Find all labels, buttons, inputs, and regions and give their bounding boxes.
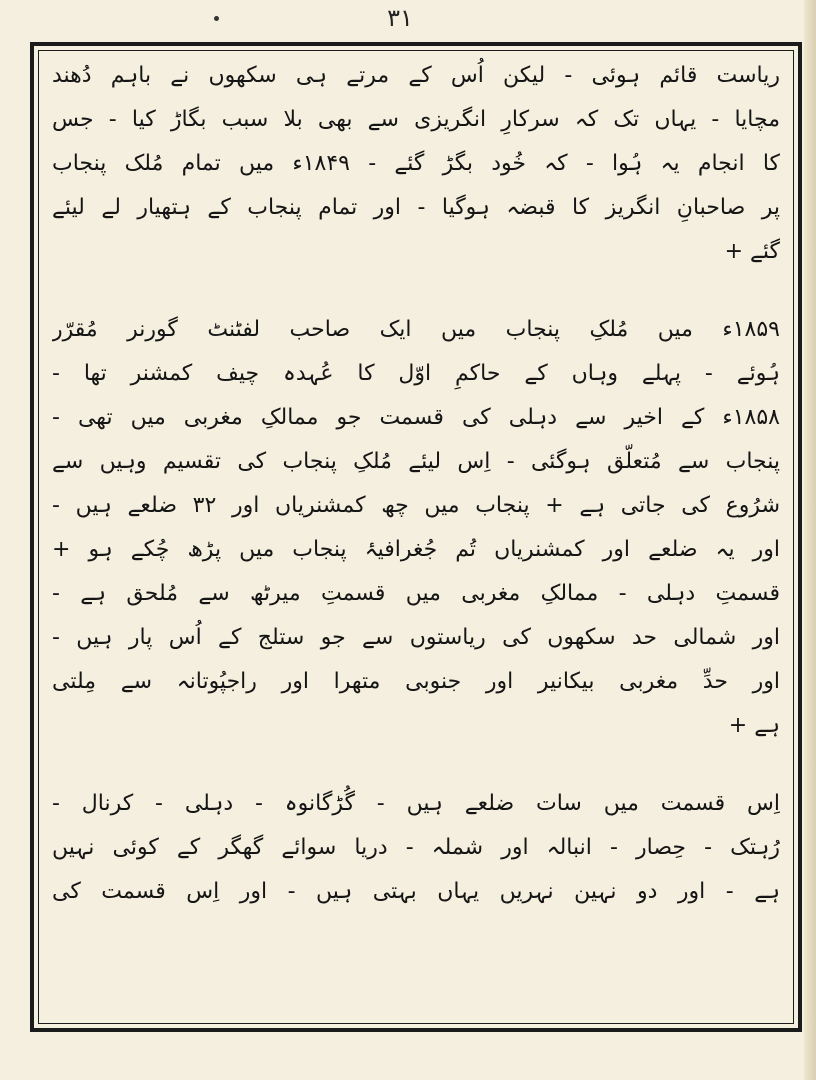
text-line: اِس قسمت میں سات ضلعے ہیں - گُڑگانوہ - دہلی - کرنال - bbox=[52, 791, 780, 816]
paragraph-1 bbox=[52, 54, 780, 274]
text-line: ہے + bbox=[728, 713, 780, 738]
text-line: ہے - اور دو نہین نہریں یہاں بہتی ہیں - اور اِس قسمت کی bbox=[52, 879, 780, 904]
paragraph-gap bbox=[52, 274, 780, 308]
text-line: کا انجام یہ ہُوا - کہ خُود بگڑ گئے - ۱۸۴۹ء میں تمام مُلک پنجاب bbox=[52, 151, 780, 176]
text-line: ہُوئے - پہلے وہاں کے حاکمِ اوّل کا عُہدہ چیف کمشنر تھا - bbox=[52, 361, 780, 386]
page-text bbox=[52, 54, 780, 914]
text-line: رُہتک - حِصار - انبالہ اور شملہ - دریا سوائے گھگر کے کوئی نہیں bbox=[52, 835, 780, 860]
text-line: پنجاب سے مُتعلّق ہوگئی - اِس لیئے مُلکِ پنجاب کی تقسیم وہیں سے bbox=[52, 449, 780, 474]
print-mark bbox=[214, 16, 219, 21]
text-line: پر صاحبانِ انگریز کا قبضہ ہوگیا - اور تمام پنجاب کے ہتھیار لے لیئے bbox=[52, 195, 780, 220]
page-number: ۳۱ bbox=[387, 4, 413, 32]
text-line: ریاست قائم ہوئی - لیکن اُس کے مرتے ہی سکھوں نے باہم دُھند bbox=[52, 63, 780, 88]
page-edge bbox=[804, 0, 816, 1080]
text-line: اور شمالی حد سکھوں کی ریاستوں سے جو ستلج کے اُس پار ہیں - bbox=[52, 625, 780, 650]
paragraph-3 bbox=[52, 782, 780, 914]
text-line: ۱۸۵۹ء میں مُلکِ پنجاب میں ایک صاحب لفٹنٹ گورنر مُقرّر bbox=[52, 317, 780, 342]
paragraph-gap bbox=[52, 748, 780, 782]
text-line: قسمتِ دہلی - ممالکِ مغربی میں قسمتِ میرٹھ سے مُلحق ہے - bbox=[52, 581, 780, 606]
text-line: ۱۸۵۸ء کے اخیر سے دہلی کی قسمت جو ممالکِ مغربی میں تھی - bbox=[52, 405, 780, 430]
text-line: مچایا - یہاں تک کہ سرکارِ انگریزی سے بھی بلا سبب بگاڑ کیا - جس bbox=[52, 107, 780, 132]
text-line: شرُوع کی جاتی ہے + پنجاب میں چھ کمشنریاں اور ۳۲ ضلعے ہیں - bbox=[52, 493, 780, 518]
paragraph-2 bbox=[52, 308, 780, 748]
text-line: گئے + bbox=[724, 239, 780, 264]
text-line: اور حدِّ مغربی بیکانیر اور جنوبی متھرا اور راجپُوتانہ سے مِلتی bbox=[52, 669, 780, 694]
text-line: اور یہ ضلعے اور کمشنریاں تُم جُغرافیۂ پنجاب میں پڑھ چُکے ہو + bbox=[52, 537, 780, 562]
